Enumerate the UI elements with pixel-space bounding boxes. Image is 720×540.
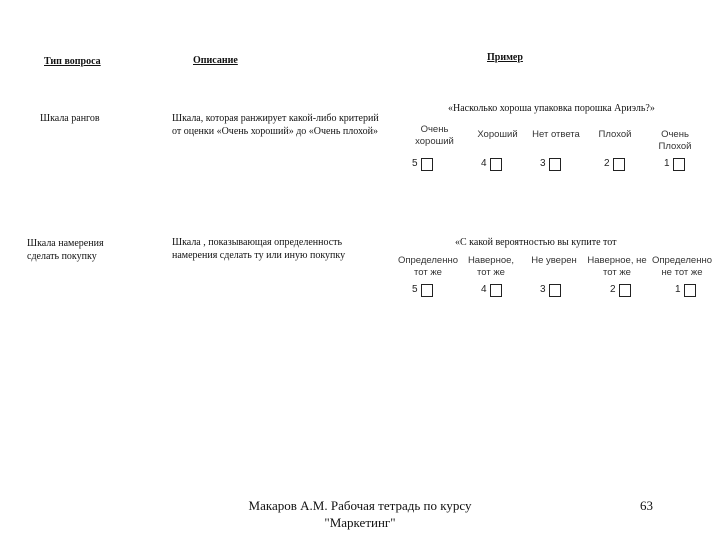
- row-2-option-1-checkbox[interactable]: [421, 284, 433, 297]
- footer-text: Макаров А.М. Рабочая тетрадь по курсу "Маркетинг": [248, 498, 472, 530]
- row-1-option-1-checkbox[interactable]: [421, 158, 433, 171]
- header-description: Описание: [193, 55, 238, 66]
- row-2-question: «С какой вероятностью вы купите тот: [455, 237, 617, 248]
- row-2-option-2-checkbox[interactable]: [490, 284, 502, 297]
- row-2-option-5-label: Определенно не тот же: [651, 255, 712, 278]
- row-1-option-1-label: Очень хороший: [415, 124, 454, 147]
- row-1-option-4-number: 2: [604, 158, 610, 169]
- row-2-option-2-number: 4: [481, 284, 487, 295]
- row-1-option-2-label: Хороший: [477, 129, 518, 140]
- row-2-option-5-number: 1: [675, 284, 681, 295]
- row-1-option-3-number: 3: [540, 158, 546, 169]
- row-1-question: «Насколько хороша упаковка порошка Ариэль?»: [448, 103, 655, 114]
- row-2-option-1-number: 5: [412, 284, 418, 295]
- row-1-option-4-checkbox[interactable]: [613, 158, 625, 171]
- row-2-option-4-number: 2: [610, 284, 616, 295]
- row-2-option-1-label: Определенно тот же: [397, 255, 458, 278]
- row-2-option-3-label: Не уверен: [531, 255, 577, 266]
- row-2-option-5-checkbox[interactable]: [684, 284, 696, 297]
- row-2-option-2-label: Наверное, тот же: [467, 255, 515, 278]
- row-1-option-1-number: 5: [412, 158, 418, 169]
- row-2-type: Шкала намерения сделать покупку: [27, 238, 104, 262]
- row-2-option-3-checkbox[interactable]: [549, 284, 561, 297]
- header-example: Пример: [487, 52, 523, 63]
- page-number: 63: [640, 498, 653, 513]
- row-1-option-3-checkbox[interactable]: [549, 158, 561, 171]
- row-1-option-5-label: Очень Плохой: [658, 129, 692, 152]
- row-1-option-3-label: Нет ответа: [532, 129, 580, 140]
- row-1-option-5-checkbox[interactable]: [673, 158, 685, 171]
- row-2-option-3-number: 3: [540, 284, 546, 295]
- row-1-type: Шкала рангов: [40, 113, 100, 124]
- row-2-option-4-checkbox[interactable]: [619, 284, 631, 297]
- row-2-option-4-label: Наверное, не тот же: [587, 255, 647, 278]
- header-type: Тип вопроса: [44, 56, 101, 67]
- row-1-option-2-number: 4: [481, 158, 487, 169]
- row-1-option-4-label: Плохой: [598, 129, 632, 140]
- row-1-description: Шкала, которая ранжирует какой-либо критерий от оценки «Очень хороший» до «Очень плохой»: [172, 113, 379, 137]
- row-2-description: Шкала , показывающая определенность намерения сделать ту или иную покупку: [172, 237, 346, 261]
- row-1-option-2-checkbox[interactable]: [490, 158, 502, 171]
- row-1-option-5-number: 1: [664, 158, 670, 169]
